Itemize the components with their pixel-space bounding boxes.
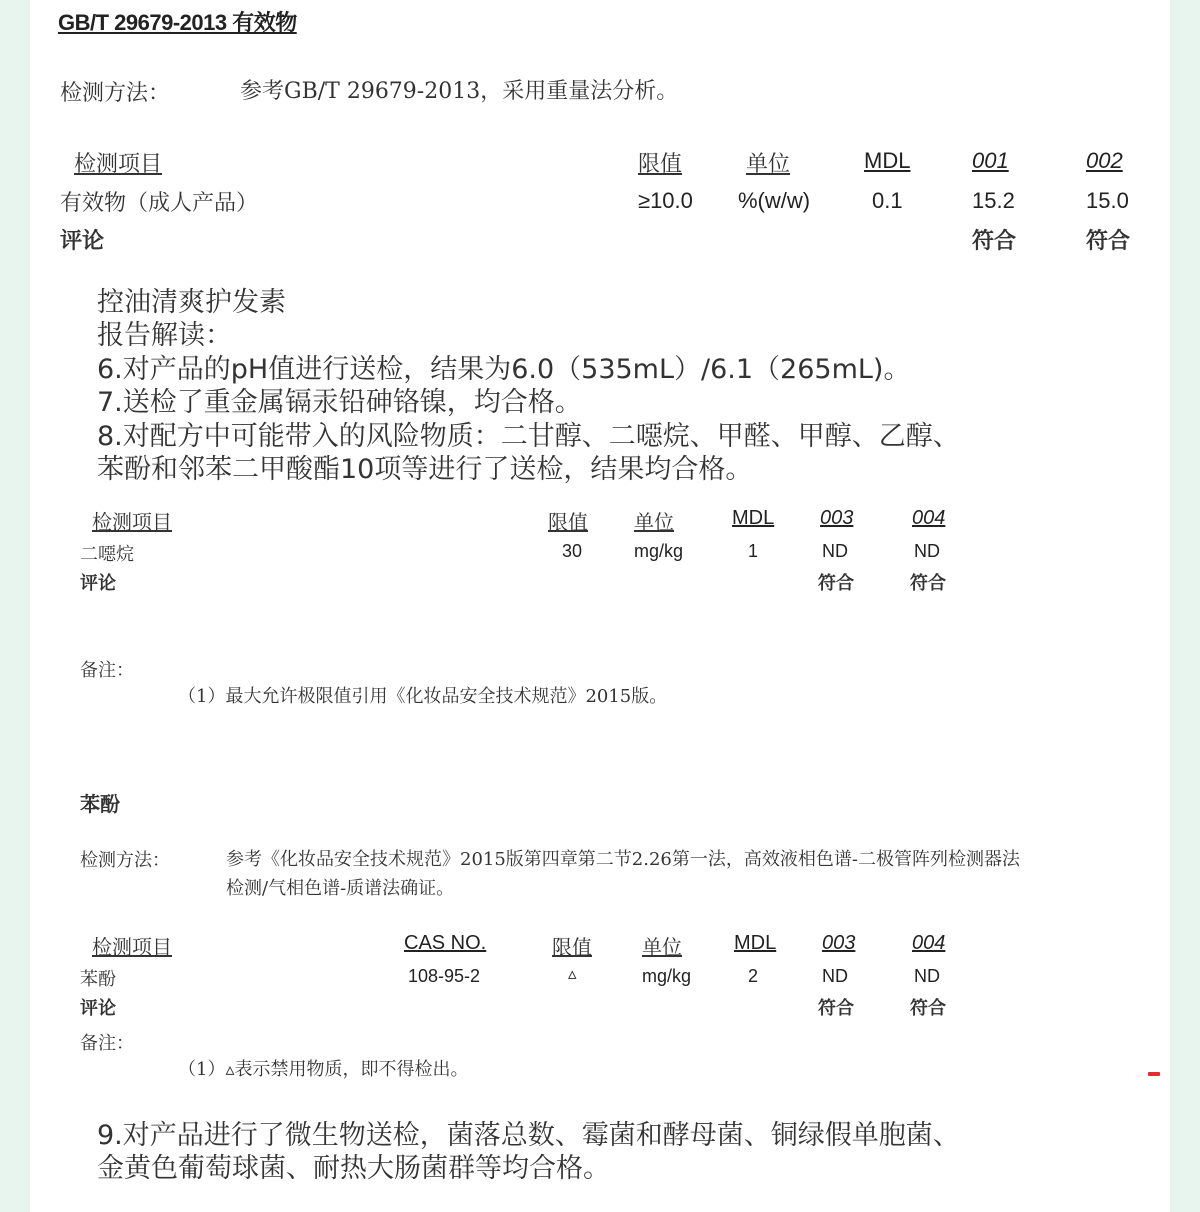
s1-row-sample1: 15.2: [972, 188, 1015, 213]
report-page: [30, 0, 1170, 1212]
section3-method-line1: 参考《化妆品安全技术规范》2015版第四章第二节2.26第一法，高效液相色谱-二极管阵列检测器法: [226, 849, 1020, 870]
s3-row-unit: mg/kg: [642, 966, 692, 986]
s3-comment-sample1: 符合: [818, 998, 854, 1019]
s2-header-item: 检测项目: [92, 510, 172, 534]
s1-header-mdl: MDL: [864, 148, 911, 173]
section3-title: 苯酚: [80, 792, 120, 816]
s2-header-unit: 单位: [634, 510, 674, 534]
s3-header-mdl: MDL: [734, 932, 777, 954]
s1-header-sample2: 002: [1086, 148, 1123, 173]
s3-comment-sample2: 符合: [910, 998, 946, 1019]
s2-row-unit: mg/kg: [634, 541, 684, 561]
interpretation-line-6: 6.对产品的pH值进行送检，结果为6.0（535mL）/6.1（265mL)。: [97, 354, 911, 385]
s3-header-item: 检测项目: [92, 935, 172, 959]
s3-note-text: （1）▵表示禁用物质，即不得检出。: [178, 1059, 469, 1080]
s2-comment-sample2: 符合: [910, 573, 946, 594]
section3-method-label: 检测方法：: [80, 850, 170, 871]
s2-comment-label: 评论: [80, 573, 116, 594]
s2-header-mdl: MDL: [732, 507, 775, 529]
s3-row-item: 苯酚: [80, 969, 116, 990]
s3-row-limit: ▵: [568, 964, 577, 983]
s1-row-mdl: 0.1: [872, 188, 903, 213]
section1-title: GB/T 29679-2013 有效物: [58, 10, 297, 35]
s2-row-mdl: 1: [748, 541, 759, 561]
s2-comment-sample1: 符合: [818, 573, 854, 594]
s3-row-sample1: ND: [822, 966, 848, 986]
s1-row-item: 有效物（成人产品）: [60, 191, 259, 216]
s2-row-item: 二噁烷: [80, 544, 134, 565]
s3-row-mdl: 2: [748, 966, 759, 986]
s3-header-sample1: 003: [822, 932, 856, 954]
microbe-line-9b: 金黄色葡萄球菌、耐热大肠菌群等均合格。: [97, 1153, 610, 1184]
section1-method-text: 参考GB/T 29679-2013，采用重量法分析。: [240, 79, 679, 104]
s2-row-sample1: ND: [822, 541, 848, 561]
s3-row-sample2: ND: [914, 966, 940, 986]
s1-row-limit: ≥10.0: [638, 188, 693, 213]
s2-row-limit: 30: [562, 541, 583, 561]
s2-header-limit: 限值: [548, 510, 588, 534]
section3-method-line2: 检测/气相色谱-质谱法确证。: [226, 878, 455, 899]
s1-header-limit: 限值: [638, 152, 683, 177]
s3-row-cas: 108-95-2: [408, 966, 481, 986]
s2-note-label: 备注：: [80, 660, 134, 681]
s2-header-sample1: 003: [820, 507, 854, 529]
s1-header-sample1: 001: [972, 148, 1009, 173]
s1-comment-sample1: 符合: [972, 228, 1017, 254]
s2-note-text: （1）最大允许极限值引用《化妆品安全技术规范》2015版。: [178, 686, 668, 707]
s3-header-sample2: 004: [912, 932, 946, 954]
interpretation-line-8a: 8.对配方中可能带入的风险物质：二甘醇、二噁烷、甲醛、甲醇、乙醇、: [97, 421, 960, 452]
product-name: 控油清爽护发素: [97, 287, 286, 318]
s1-row-unit: %(w/w): [738, 188, 811, 213]
red-mark: [1148, 1072, 1160, 1076]
s1-comment-sample2: 符合: [1086, 228, 1131, 254]
s2-row-sample2: ND: [914, 541, 940, 561]
s1-header-unit: 单位: [746, 152, 791, 177]
s1-row-sample2: 15.0: [1086, 188, 1129, 213]
s3-comment-label: 评论: [80, 998, 116, 1019]
s3-header-cas: CAS NO.: [404, 932, 487, 954]
s2-header-sample2: 004: [912, 507, 946, 529]
s3-header-limit: 限值: [552, 935, 592, 959]
interpretation-heading: 报告解读：: [97, 320, 232, 351]
interpretation-line-8b: 苯酚和邻苯二甲酸酯10项等进行了送检，结果均合格。: [97, 454, 753, 485]
microbe-line-9a: 9.对产品进行了微生物送检，菌落总数、霉菌和酵母菌、铜绿假单胞菌、: [97, 1120, 960, 1151]
s1-comment-label: 评论: [60, 228, 105, 254]
section1-method-label: 检测方法：: [60, 81, 171, 106]
s3-note-label: 备注：: [80, 1033, 134, 1054]
s1-header-item: 检测项目: [74, 152, 163, 177]
s3-header-unit: 单位: [642, 935, 682, 959]
interpretation-line-7: 7.送检了重金属镉汞铅砷铬镍，均合格。: [97, 387, 582, 418]
